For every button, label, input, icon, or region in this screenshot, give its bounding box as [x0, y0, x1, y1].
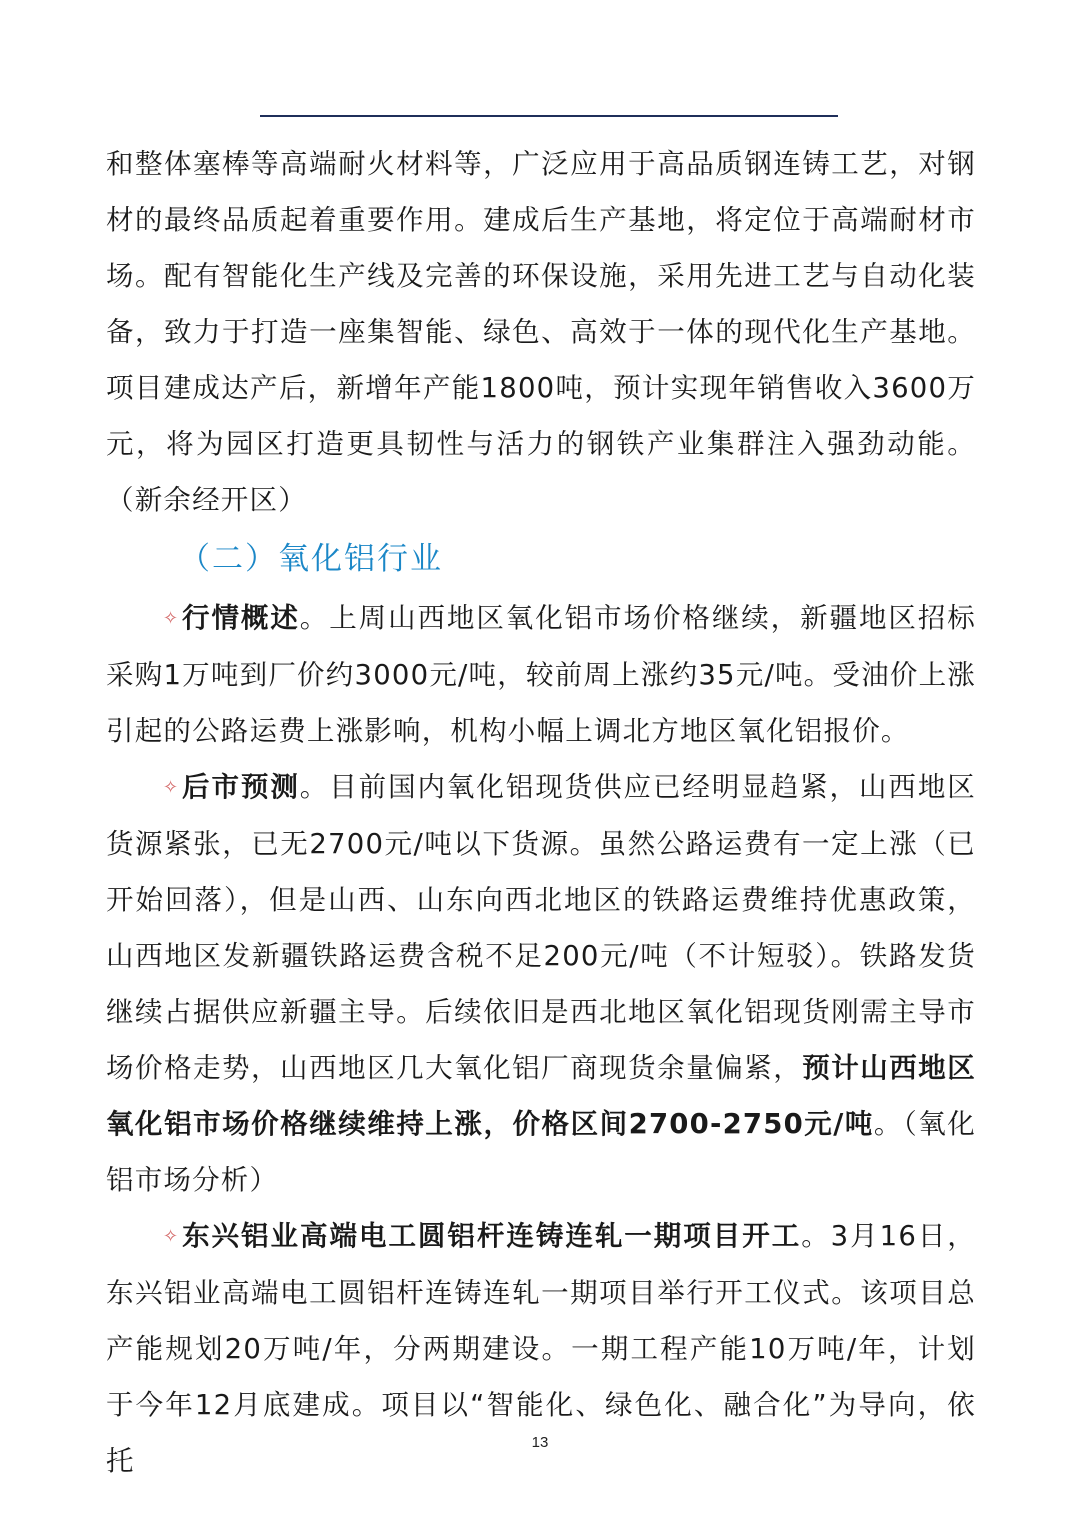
project-title: 东兴铝业高端电工圆铝杆连铸连轧一期项目开工: [181, 1220, 802, 1252]
page-content: [106, 136, 976, 1489]
forecast-bold-text: 预计山西地区氧化铝市场价格继续维持上涨，价格区间2700-2750元/吨: [106, 1052, 976, 1140]
market-overview-text: 。上周山西地区氧化铝市场价格继续，新疆地区招标采购1万吨到厂价约3000元/吨，较前周上涨约35元/吨。受油价上涨引起的公路运费上涨影响，机构小幅上调北方地区氧化铝报价。: [106, 602, 976, 747]
market-overview-title: 行情概述: [181, 602, 300, 634]
market-overview-paragraph: [106, 590, 976, 759]
diamond-bullet-icon: ✧: [163, 608, 180, 629]
paragraph-continuation: 和整体塞棒等高端耐火材料等，广泛应用于高品质钢连铸工艺，对钢材的最终品质起着重要作用。建成后生产基地，将定位于高端耐材市场。配有智能化生产线及完善的环保设施，采用先进工艺与自动化装备，致力于打造一座集智能、绿色、高效于一体的现代化生产基地。项目建成达产后，新增年产能1800吨，预计实现年销售收入3600万元，将为园区打造更具韧性与活力的钢铁产业集群注入强劲动能。（新余经开区）: [106, 148, 976, 516]
diamond-bullet-icon: ✧: [163, 1226, 180, 1247]
forecast-paragraph: [106, 759, 976, 1208]
section-heading: （二）氧化铝行业: [179, 541, 443, 577]
page-number: 13: [531, 1434, 549, 1451]
diamond-bullet-icon: ✧: [163, 777, 180, 798]
forecast-text: 。目前国内氧化铝现货供应已经明显趋紧，山西地区货源紧张，已无2700元/吨以下货源。虽然公路运费有一定上涨（已开始回落），但是山西、山东向西北地区的铁路运费维持优惠政策，山西地区发新疆铁路运费含税不足200元/吨（不计短驳）。铁路发货继续占据供应新疆主导。后续依旧是西北地区氧化铝现货刚需主导市场价格走势，山西地区几大氧化铝厂商现货余量偏紧，: [106, 771, 976, 1084]
header-rule: [260, 115, 838, 117]
forecast-title: 后市预测: [181, 771, 300, 803]
forecast-source: 。（氧化铝市场分析）: [106, 1108, 976, 1196]
project-text: 。3月16日，东兴铝业高端电工圆铝杆连铸连轧一期项目举行开工仪式。该项目总产能规划20万吨/年，分两期建设。一期工程产能10万吨/年，计划于今年12月底建成。项目以“智能化、绿色化、融合化”为导向，依托: [106, 1220, 977, 1477]
